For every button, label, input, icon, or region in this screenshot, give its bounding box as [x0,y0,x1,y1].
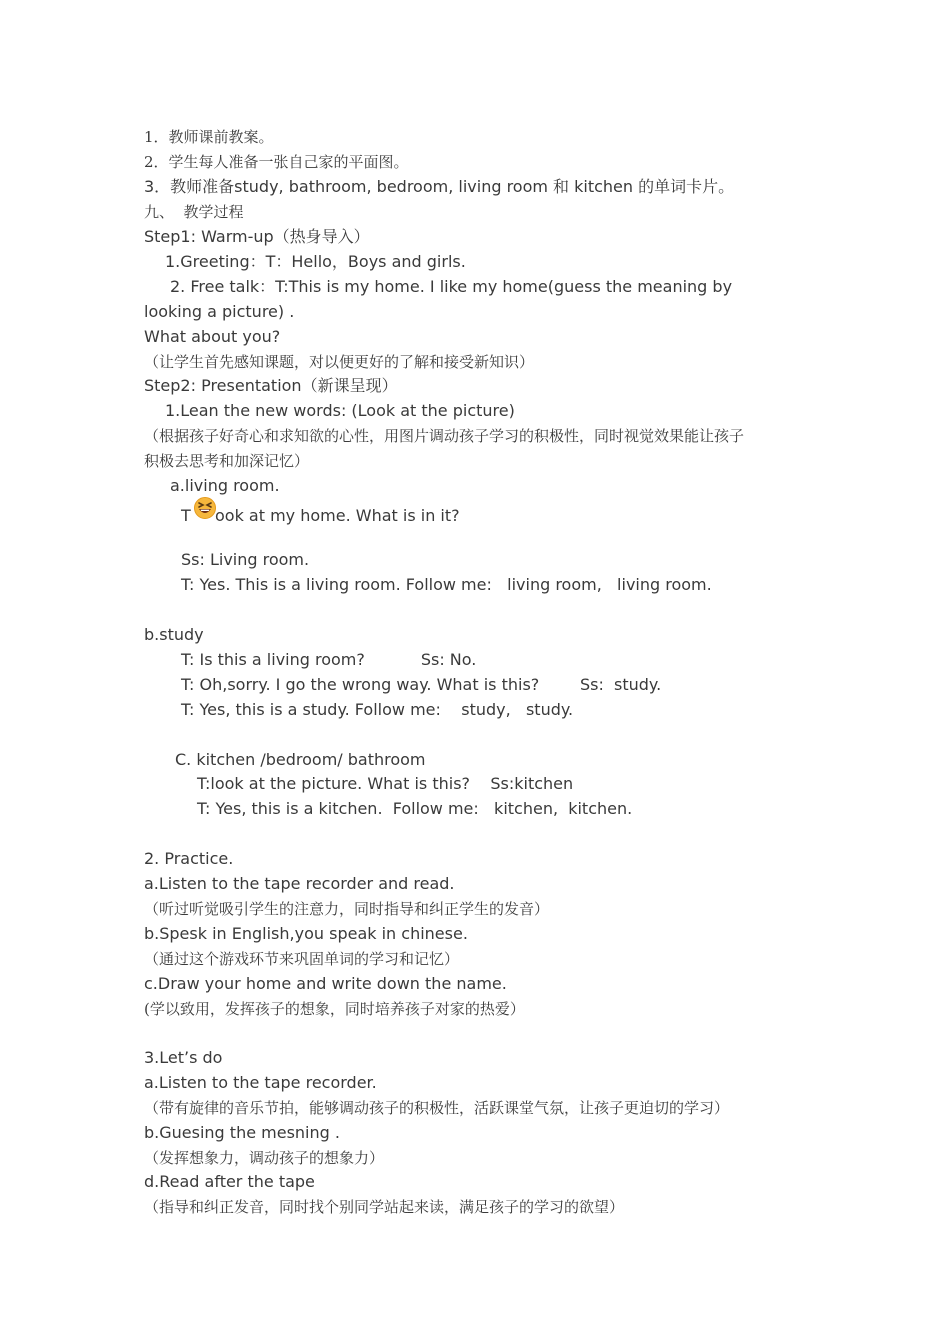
what-about-you: What about you? [144,327,281,346]
item-living-room: a.living room. [170,476,280,495]
kitchen-dialogue-1: T:look at the picture. What is this? Ss:kitchen [197,774,574,793]
teacher-line-prefix: T [181,506,191,525]
note-lets-do-b: （发挥想象力，调动孩子的想象力） [144,1149,385,1167]
lets-do-a: a.Listen to the tape recorder. [144,1073,377,1092]
note-perception: （让学生首先感知课题，对以便更好的了解和接受新知识） [144,353,535,371]
prep-item-3: 3．教师准备study, bathroom, bedroom, living room 和 kitchen 的单词卡片。 [144,177,735,196]
note-lets-do-a: （带有旋律的音乐节拍，能够调动孩子的积极性，活跃课堂气氛，让孩子更迫切的学习） [144,1099,730,1117]
note-curiosity: （根据孩子好奇心和求知欲的心性，用图片调动孩子学习的积极性，同时视觉效果能让孩子 [144,427,745,445]
note-curiosity-continued: 积极去思考和加深记忆） [144,452,310,470]
student-living-room: Ss: Living room. [181,550,310,569]
teacher-living-room: T: Yes. This is a living room. Follow me: living room, living room. [181,575,712,594]
prep-item-2: 2．学生每人准备一张自己家的平面图。 [144,153,409,171]
note-practice-b: （通过这个游戏环节来巩固单词的学习和记忆） [144,950,460,968]
practice-c: c.Draw your home and write down the name. [144,974,507,993]
new-words-line: 1.Lean the new words: (Look at the picture) [165,401,515,420]
study-dialogue-1: T: Is this a living room? Ss: No. [181,650,477,669]
study-dialogue-3: T: Yes, this is a study. Follow me: study, study. [181,700,574,719]
lets-do-heading: 3.Let’s do [144,1048,223,1067]
note-lets-do-d: （指导和纠正发音，同时找个别同学站起来读，满足孩子的学习的欲望） [144,1198,625,1216]
prep-item-1: 1．教师课前教案。 [144,128,274,146]
lets-do-d: d.Read after the tape [144,1172,315,1191]
kitchen-dialogue-2: T: Yes, this is a kitchen. Follow me: kitchen, kitchen. [197,799,633,818]
greeting-line: 1.Greeting：T：Hello，Boys and girls. [165,252,466,271]
grinning-squint-emoji-icon [194,497,216,519]
step2-heading: Step2: Presentation（新课呈现） [144,376,398,395]
practice-a: a.Listen to the tape recorder and read. [144,874,455,893]
free-talk-line: 2. Free talk：T:This is my home. I like my home(guess the meaning by [170,277,733,296]
step1-heading: Step1: Warm-up（热身导入） [144,227,370,246]
section-heading: 九、 教学过程 [144,203,244,221]
lets-do-b: b.Guesing the mesning . [144,1123,340,1142]
item-kitchen-bedroom-bathroom: C. kitchen /bedroom/ bathroom [175,750,426,769]
free-talk-continued: looking a picture) . [144,302,295,321]
study-dialogue-2: T: Oh,sorry. I go the wrong way. What is this? Ss: study. [181,675,662,694]
note-practice-c: (学以致用，发挥孩子的想象，同时培养孩子对家的热爱） [144,1000,525,1018]
item-study: b.study [144,625,204,644]
teacher-line-look: ook at my home. What is in it? [215,506,460,525]
practice-heading: 2. Practice. [144,849,234,868]
practice-b: b.Spesk in English,you speak in chinese. [144,924,468,943]
note-practice-a: （听过听觉吸引学生的注意力，同时指导和纠正学生的发音） [144,900,550,918]
